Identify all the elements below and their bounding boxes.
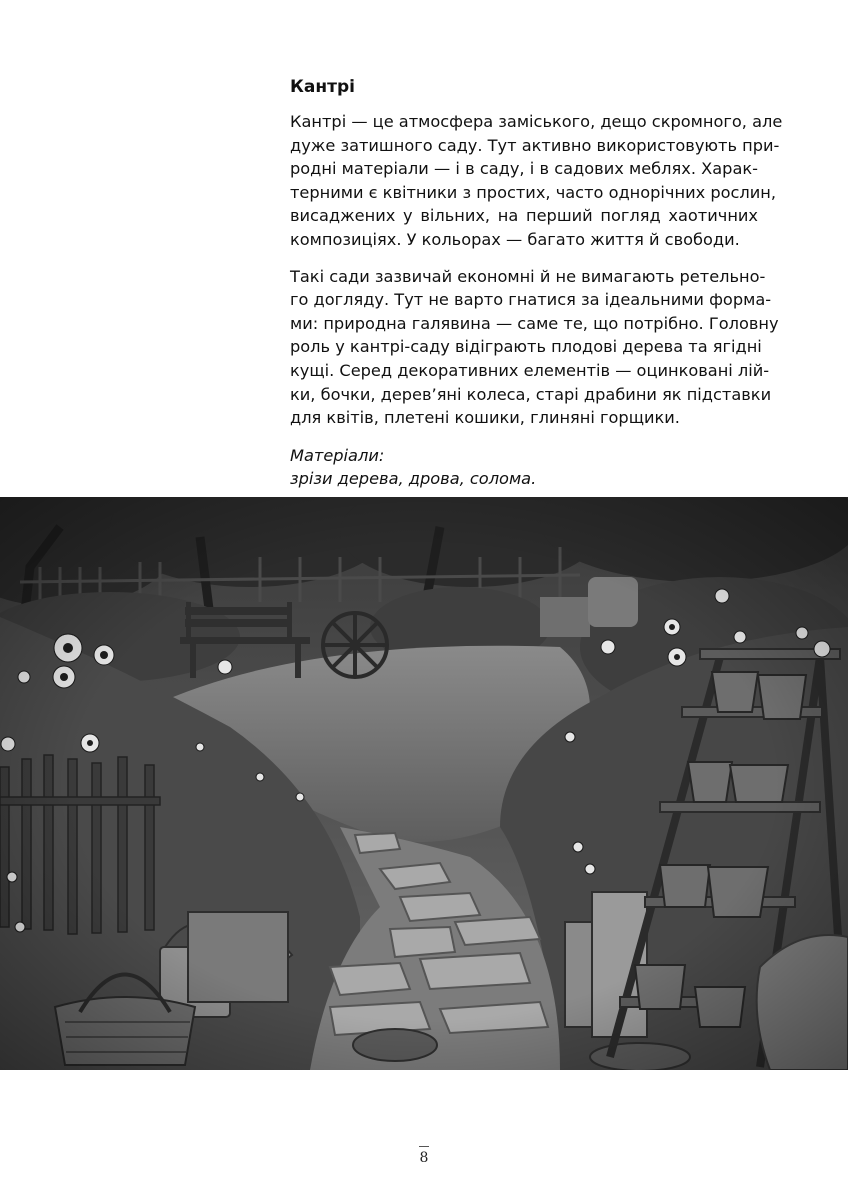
text-line: композиціях. У кольорах — багато життя й свободи.: [290, 229, 740, 249]
text-line: дуже затишного саду. Тут активно використовують при-: [290, 135, 780, 155]
text-line: Такі сади зазвичай економні й не вимагають ретельно-: [290, 266, 766, 286]
text-line: роль у кантрі-саду відіграють плодові дерева та ягідні: [290, 337, 762, 357]
page-number: [0, 1146, 848, 1166]
text-line: кущі. Серед декоративних елементів — оцинковані лій-: [290, 360, 770, 380]
page-number-text: 8: [419, 1150, 429, 1166]
materials-list: зрізи дерева, дрова, солома.: [290, 469, 537, 489]
text-line: го догляду. Тут не варто гнатися за ідеальними форма-: [290, 290, 772, 310]
text-line: для квітів, плетені кошики, глиняні горщики.: [290, 408, 680, 428]
text-line: ки, бочки, дерев’яні колеса, старі драбини як підставки: [290, 384, 772, 404]
paragraph-intro: [290, 110, 783, 252]
materials-note: [290, 444, 758, 491]
text-line: Кантрі — це атмосфера заміського, дещо скромного, але: [290, 112, 783, 131]
text-line: родні матеріали — і в саду, і в садових меблях. Харак-: [290, 159, 758, 179]
garden-photo: [0, 497, 848, 1070]
page-number-rule: [419, 1146, 429, 1147]
article-text: [290, 76, 783, 491]
text-line: ми: природна галявина — саме те, що потрібно. Головну: [290, 313, 779, 333]
text-line: висаджених у вільних, на перший погляд хаотичних: [290, 206, 758, 226]
text-line: терними є квітники з простих, часто однорічних рослин,: [290, 182, 776, 202]
paragraph-details: [290, 265, 779, 430]
section-heading: Кантрі: [290, 77, 355, 97]
materials-label: Матеріали:: [290, 445, 385, 465]
